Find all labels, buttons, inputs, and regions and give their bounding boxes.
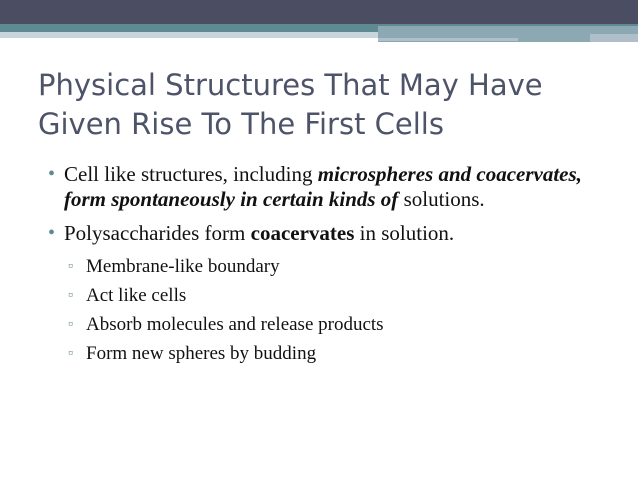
sub-bullet-item	[48, 285, 618, 307]
header-band-dark	[0, 0, 638, 24]
bullet-item-2	[48, 221, 618, 246]
sub-bullet-list	[48, 256, 618, 365]
bullet-text: solutions.	[398, 187, 485, 211]
bullet-text: Polysaccharides form	[64, 221, 251, 245]
slide-content	[48, 162, 618, 365]
bullet-item-1	[48, 162, 618, 212]
bullet-emphasis: coacervates	[250, 221, 355, 245]
sub-bullet-item	[48, 343, 618, 365]
sub-bullet-item	[48, 256, 618, 278]
sub-bullet-text: Act like cells	[86, 285, 187, 306]
header-band-accent-line	[378, 38, 518, 41]
sub-bullet-text: Membrane-like boundary	[86, 256, 280, 277]
sub-bullet-text: Form new spheres by budding	[86, 343, 317, 364]
sub-bullet-item	[48, 314, 618, 336]
sub-bullet-marker: ▫	[68, 317, 73, 332]
sub-bullet-marker: ▫	[68, 288, 73, 303]
bullet-text: in solution.	[354, 221, 455, 245]
header-band-accent-right	[590, 34, 638, 42]
bullet-marker: •	[48, 163, 56, 185]
sub-bullet-marker: ▫	[68, 346, 73, 361]
bullet-text: Cell like structures, including	[64, 162, 318, 186]
sub-bullet-marker: ▫	[68, 259, 73, 274]
bullet-emphasis: microspheres and coacervates, form spontaneously in certain kinds of	[64, 162, 582, 211]
slide-title: Physical Structures That May Have Given Rise To The First Cells	[38, 68, 543, 141]
bullet-marker: •	[48, 222, 56, 244]
sub-bullet-text: Absorb molecules and release products	[86, 314, 384, 335]
